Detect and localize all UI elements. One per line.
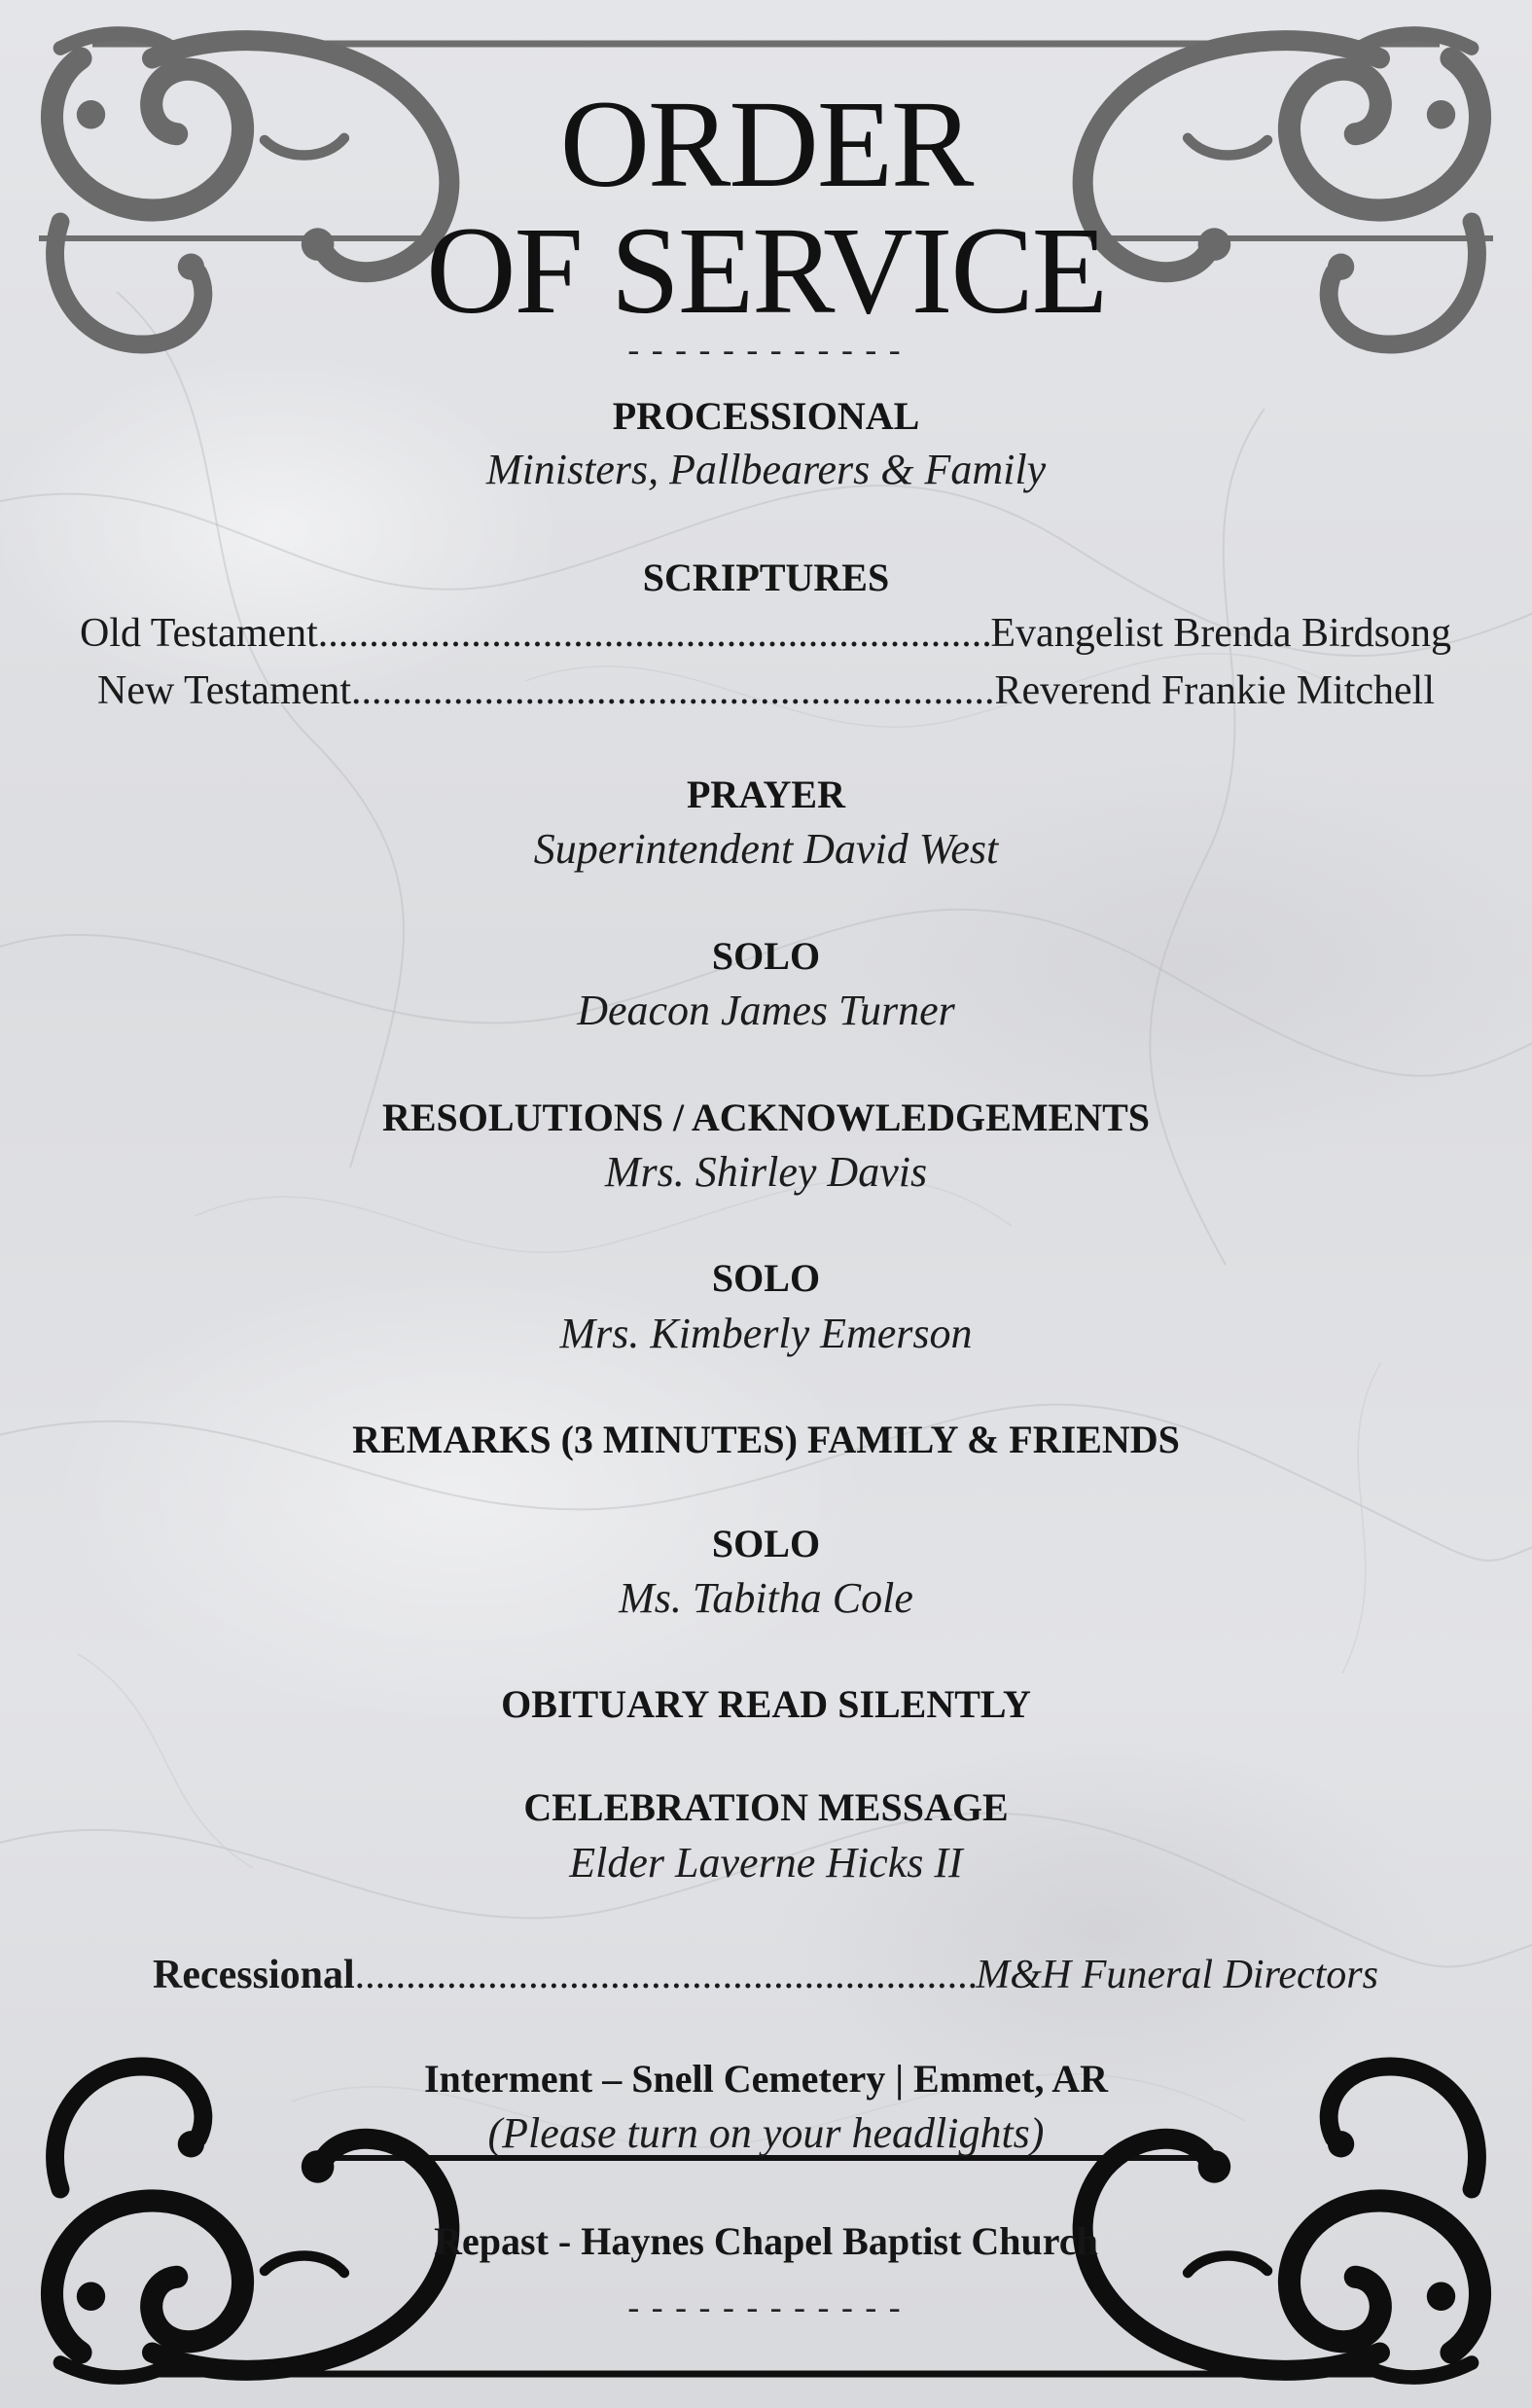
scripture-reader: Evangelist Brenda Birdsong xyxy=(990,611,1451,656)
dot-leader xyxy=(351,665,994,716)
interment-line: Interment – Snell Cemetery | Emmet, AR xyxy=(423,2057,1109,2101)
scripture-row-old-testament xyxy=(80,608,1451,659)
remarks-heading: REMARKS (3 MINUTES) FAMILY & FRIENDS xyxy=(352,1418,1180,1461)
celebration-name: Elder Laverne Hicks II xyxy=(569,1839,963,1887)
processional-name: Ministers, Pallbearers & Family xyxy=(485,446,1047,493)
obituary-heading: OBITUARY READ SILENTLY xyxy=(501,1682,1031,1726)
recessional-value: M&H Funeral Directors xyxy=(976,1953,1378,1997)
celebration-heading: CELEBRATION MESSAGE xyxy=(523,1785,1009,1829)
prayer-name: Superintendent David West xyxy=(533,825,999,873)
resolutions-heading: RESOLUTIONS / ACKNOWLEDGEMENTS xyxy=(381,1096,1151,1139)
scripture-row-new-testament xyxy=(97,665,1435,716)
scripture-label: Old Testament xyxy=(80,611,318,656)
page-title-line-2: OF SERVICE xyxy=(426,201,1106,340)
recessional-label: Recessional xyxy=(153,1953,355,1997)
scripture-label: New Testament xyxy=(97,668,352,713)
solo-2-name: Mrs. Kimberly Emerson xyxy=(559,1310,973,1357)
dot-leader xyxy=(355,1950,977,2000)
solo-3-name: Ms. Tabitha Cole xyxy=(619,1574,913,1622)
dot-leader xyxy=(318,608,991,659)
recessional-row xyxy=(153,1950,1378,2000)
solo-1-name: Deacon James Turner xyxy=(577,987,955,1034)
prayer-heading: PRAYER xyxy=(687,773,845,816)
interment-note: (Please turn on your headlights) xyxy=(487,2109,1045,2157)
top-divider: ------------ xyxy=(623,336,909,373)
page-title-line-1: ORDER xyxy=(559,75,973,213)
resolutions-name: Mrs. Shirley Davis xyxy=(604,1148,928,1196)
scripture-reader: Reverend Frankie Mitchell xyxy=(994,668,1435,713)
scriptures-heading: SCRIPTURES xyxy=(642,556,890,599)
solo-2-heading: SOLO xyxy=(711,1256,821,1300)
solo-3-heading: SOLO xyxy=(711,1522,821,1565)
processional-heading: PROCESSIONAL xyxy=(612,394,920,438)
repast-line: Repast - Haynes Chapel Baptist Church xyxy=(434,2219,1098,2263)
solo-1-heading: SOLO xyxy=(711,934,821,978)
bottom-divider: ------------ xyxy=(623,2293,909,2330)
